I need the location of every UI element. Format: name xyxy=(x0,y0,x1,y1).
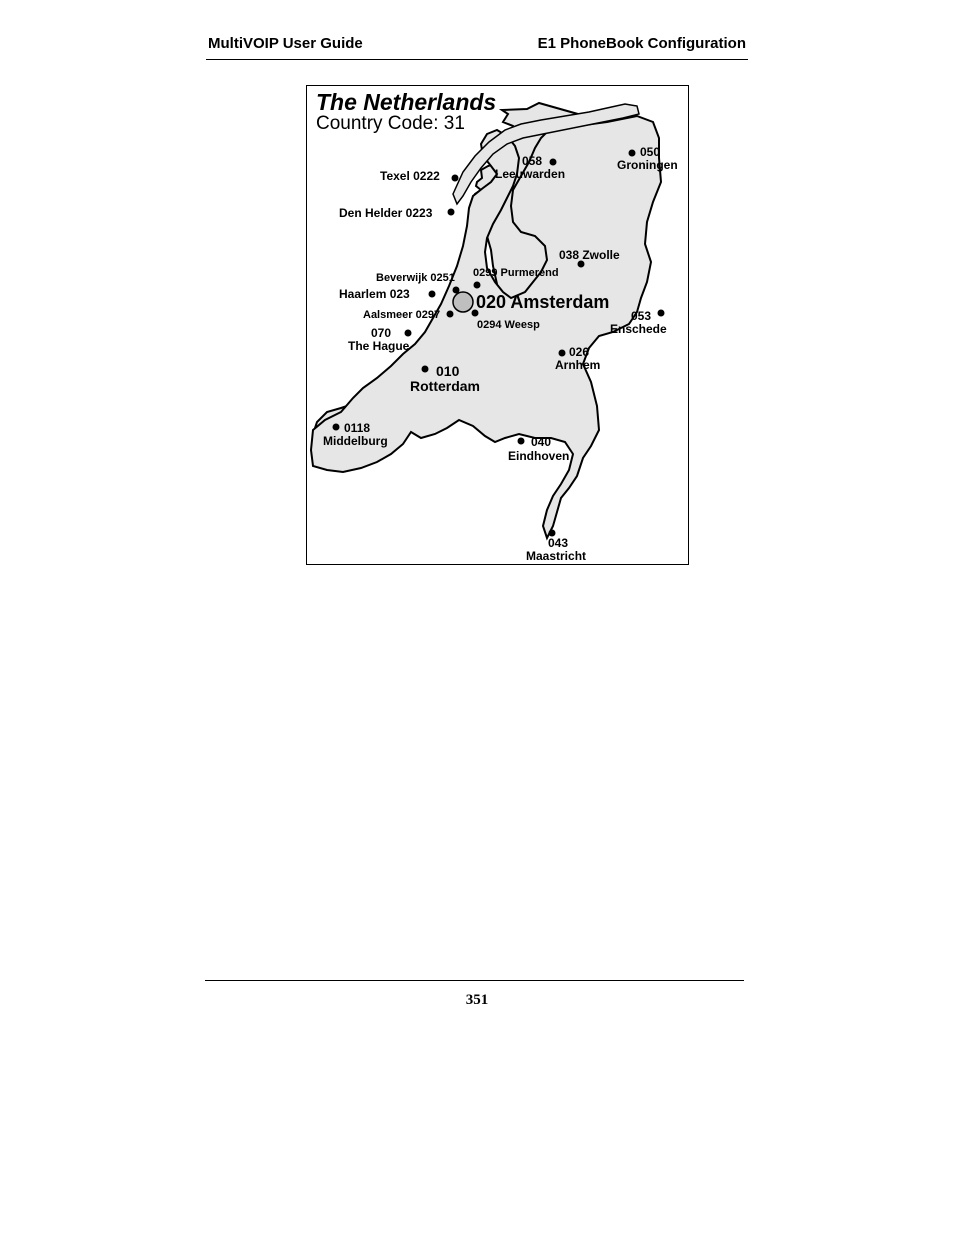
label-groningen-code: 050 xyxy=(640,145,661,159)
arnhem-dot xyxy=(559,350,566,357)
label-purmerend: 0299 Purmerend xyxy=(473,267,559,279)
label-weesp: 0294 Weesp xyxy=(477,319,540,331)
rotterdam-dot xyxy=(422,366,429,373)
label-maastricht-code: 043 xyxy=(548,536,569,550)
label-hague-code: 070 xyxy=(371,326,392,340)
label-zwolle: 038 Zwolle xyxy=(559,248,620,262)
label-hague: The Hague xyxy=(348,339,410,353)
label-arnhem-code: 026 xyxy=(569,345,590,359)
label-leeuwarden-code: 058 xyxy=(522,154,543,168)
label-enschede-code: 053 xyxy=(631,309,652,323)
eindhoven-dot xyxy=(518,438,525,445)
header-section-title: E1 PhoneBook Configuration xyxy=(537,35,746,52)
label-beverwijk: Beverwijk 0251 xyxy=(376,272,455,284)
label-maastricht: Maastricht xyxy=(526,549,587,563)
groningen-dot xyxy=(629,150,636,157)
footer-rule xyxy=(205,980,744,981)
amsterdam-capital-marker xyxy=(453,292,473,312)
label-haarlem: Haarlem 023 xyxy=(339,287,410,301)
hague-dot xyxy=(405,330,412,337)
country-code: Country Code: 31 xyxy=(316,113,465,134)
header-guide-title: MultiVOIP User Guide xyxy=(208,35,363,52)
label-leeuwarden: Leeuwarden xyxy=(495,167,566,181)
label-den-helder: Den Helder 0223 xyxy=(339,206,433,220)
label-eindhoven-code: 040 xyxy=(531,435,552,449)
country-title: The Netherlands xyxy=(316,89,497,115)
purmerend-dot xyxy=(474,282,481,289)
label-middelburg-code: 0118 xyxy=(344,421,371,435)
label-eindhoven: Eindhoven xyxy=(508,449,570,463)
netherlands-map-figure xyxy=(306,85,689,565)
label-texel: Texel 0222 xyxy=(380,169,440,183)
texel-dot xyxy=(452,175,459,182)
label-amsterdam: 020 Amsterdam xyxy=(476,292,610,312)
label-enschede: Enschede xyxy=(610,322,667,336)
haarlem-dot xyxy=(429,291,436,298)
page-header xyxy=(206,33,748,60)
label-aalsmeer: Aalsmeer 0297 xyxy=(363,309,441,321)
aalsmeer-dot xyxy=(447,311,454,318)
label-middelburg: Middelburg xyxy=(323,434,388,448)
label-rotterdam-code: 010 xyxy=(436,363,460,379)
leeuwarden-dot xyxy=(550,159,557,166)
middelburg-dot xyxy=(333,424,340,431)
den-helder-dot xyxy=(448,209,455,216)
enschede-dot xyxy=(658,310,665,317)
page-number: 351 xyxy=(465,992,489,1008)
label-arnhem: Arnhem xyxy=(555,358,601,372)
label-rotterdam: Rotterdam xyxy=(410,378,481,394)
label-groningen: Groningen xyxy=(617,158,678,172)
